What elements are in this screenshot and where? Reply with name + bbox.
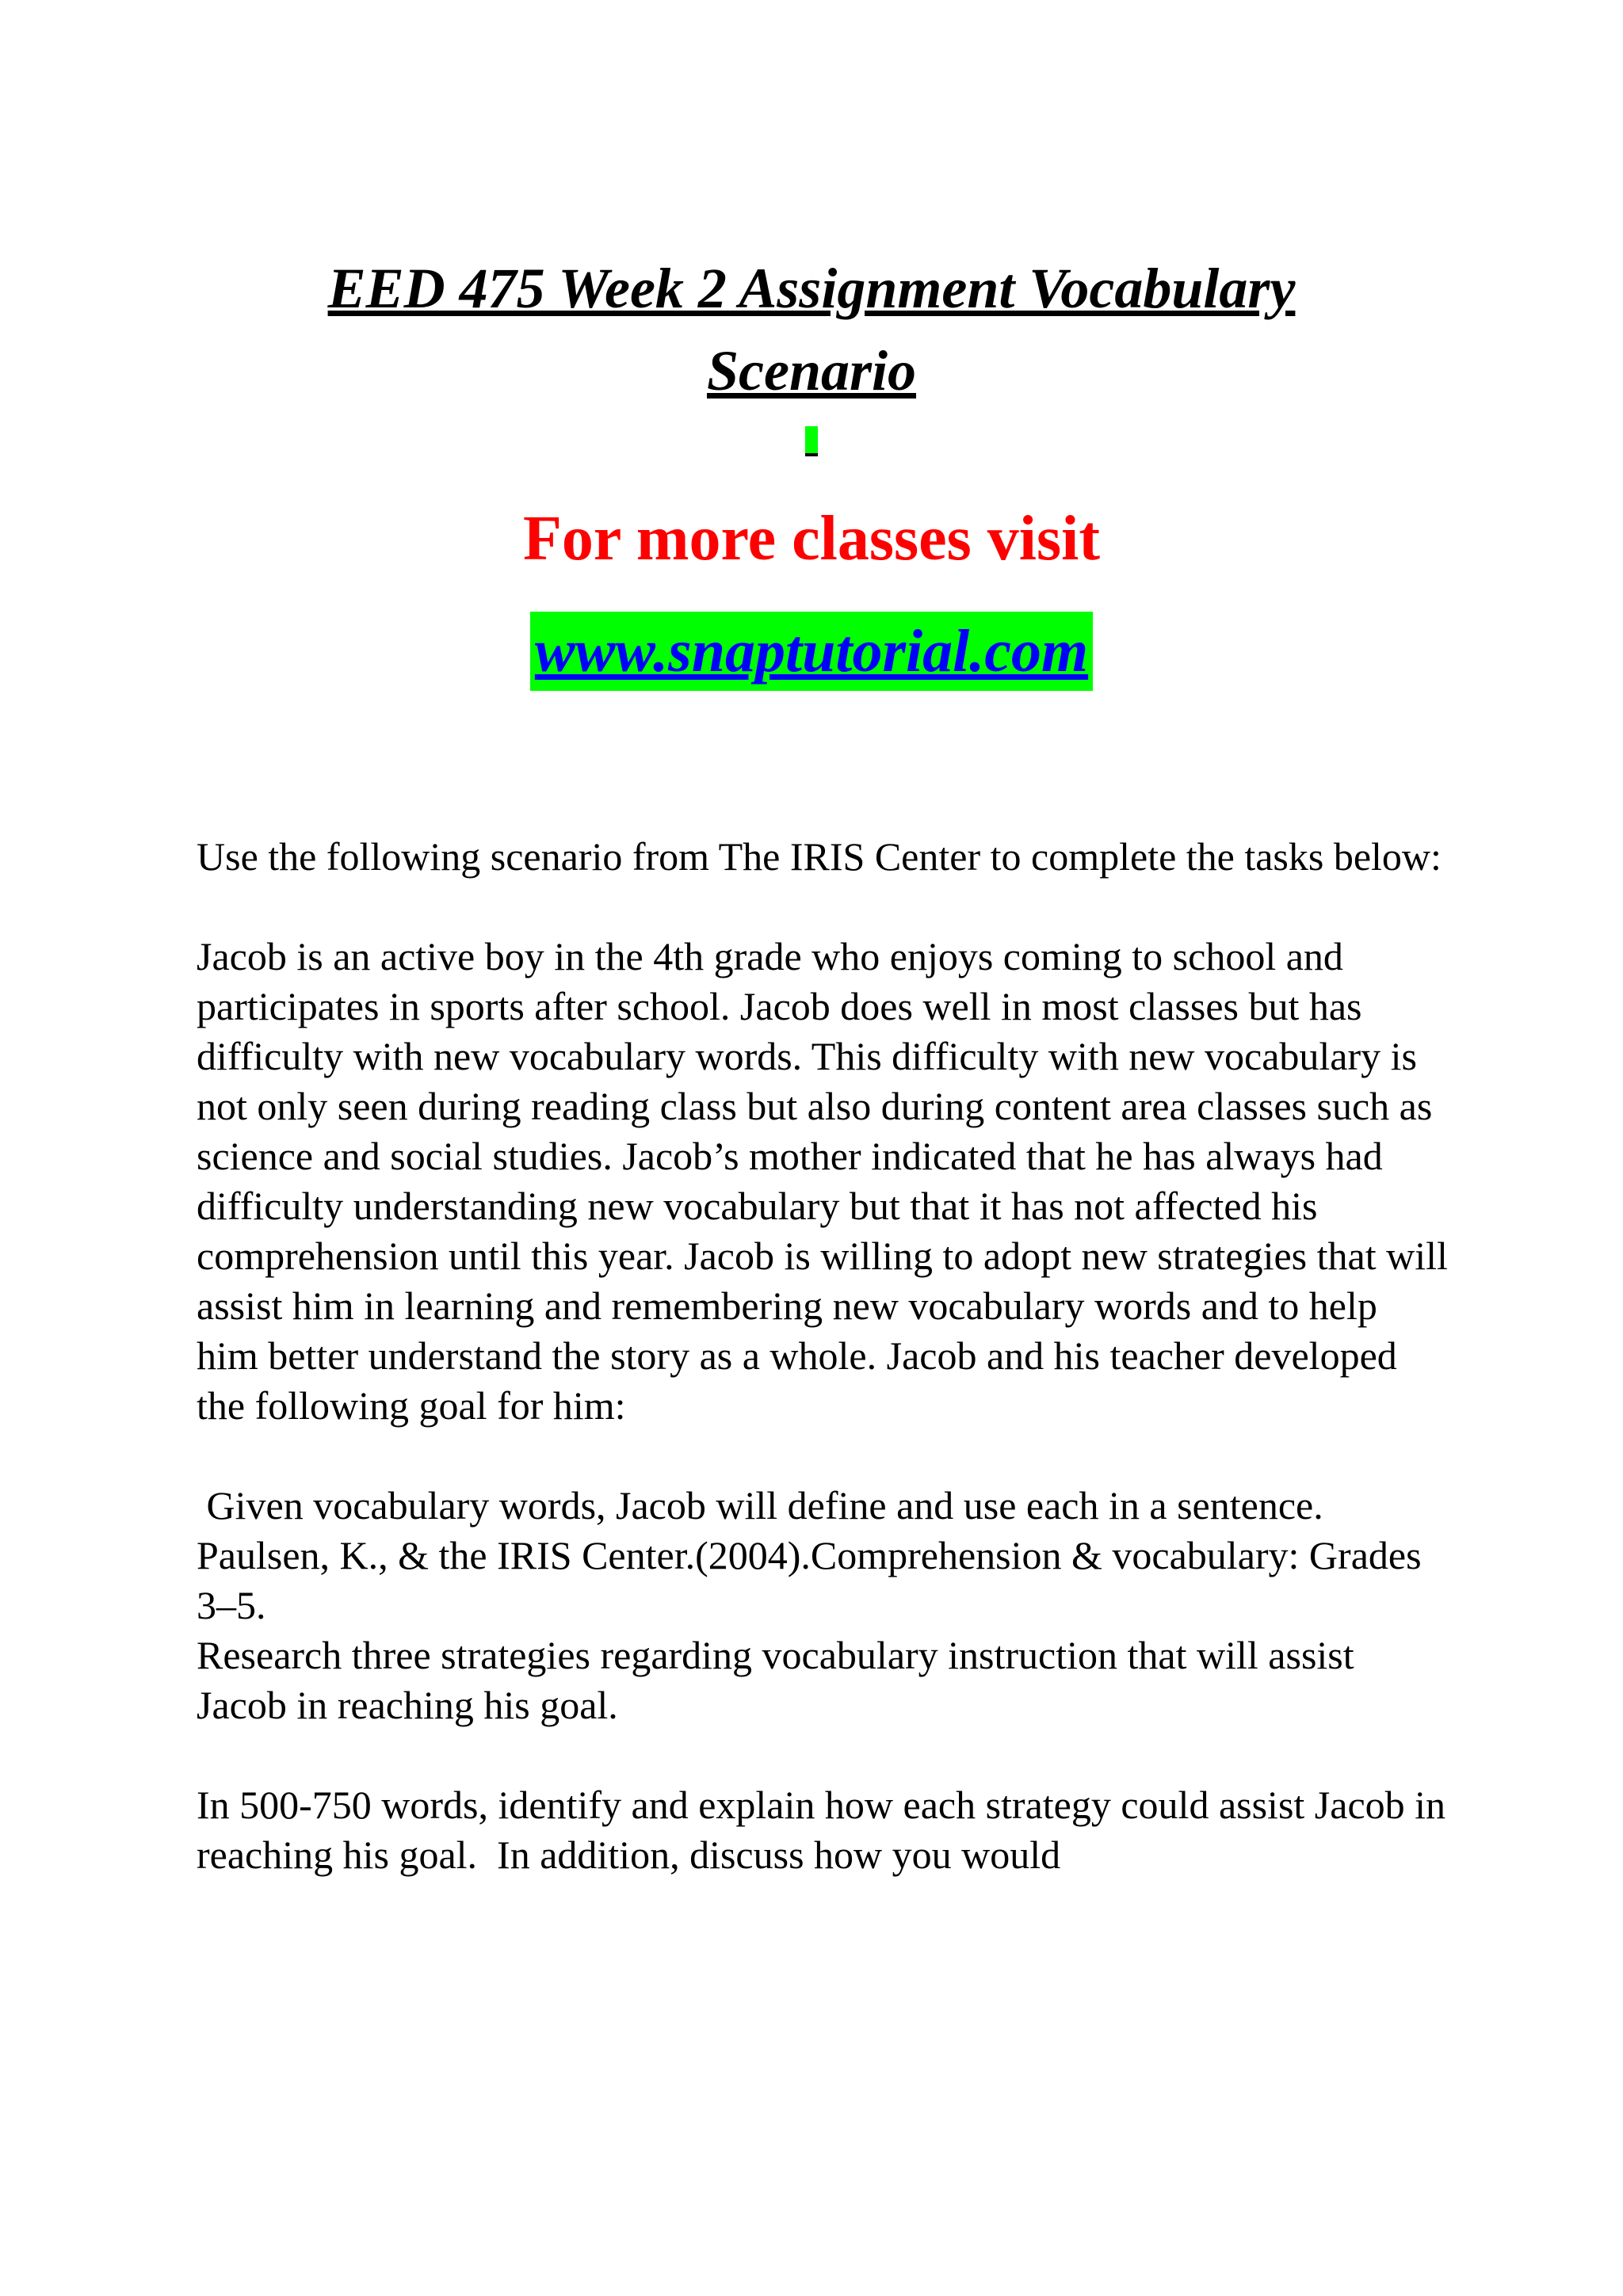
link-container [0, 612, 1623, 691]
title-line-2: Scenario [706, 339, 917, 402]
website-link[interactable]: www.snaptutorial.com [530, 612, 1093, 691]
highlight-mark [805, 426, 818, 456]
goal-paragraph: Given vocabulary words, Jacob will define and use each in a sentence. [197, 1483, 1323, 1527]
document-body [197, 832, 1458, 1880]
citation-paragraph: Paulsen, K., & the IRIS Center.(2004).Comprehension & vocabulary: Grades 3–5. [197, 1533, 1432, 1627]
title-line-1: EED 475 Week 2 Assignment Vocabulary [327, 257, 1296, 320]
task-paragraph: In 500-750 words, identify and explain how each strategy could assist Jacob in reaching his goal. In addition, discuss how you would [197, 1783, 1456, 1877]
page-title [0, 247, 1623, 412]
research-paragraph: Research three strategies regarding vocabulary instruction that will assist Jacob in reaching his goal. [197, 1633, 1365, 1727]
promo-heading: For more classes visit [522, 504, 1100, 574]
intro-paragraph: Use the following scenario from The IRIS Center to complete the tasks below: [197, 834, 1442, 879]
scenario-paragraph: Jacob is an active boy in the 4th grade who enjoys coming to school and participates in sports after school. Jacob does well in most classes but has difficulty with new vocabulary words. This difficulty with new vocabulary is not only seen during reading class but also during content area classes such as science and social studies. Jacob’s mother indicated that he has always had difficulty understanding new vocabulary but that it has not affected his comprehension until this year. Jacob is willing to adopt new strategies that will assist him in learning and remembering new vocabulary words and to help him better understand the story as a whole. Jacob and his teacher developed the following goal for him: [197, 934, 1458, 1428]
